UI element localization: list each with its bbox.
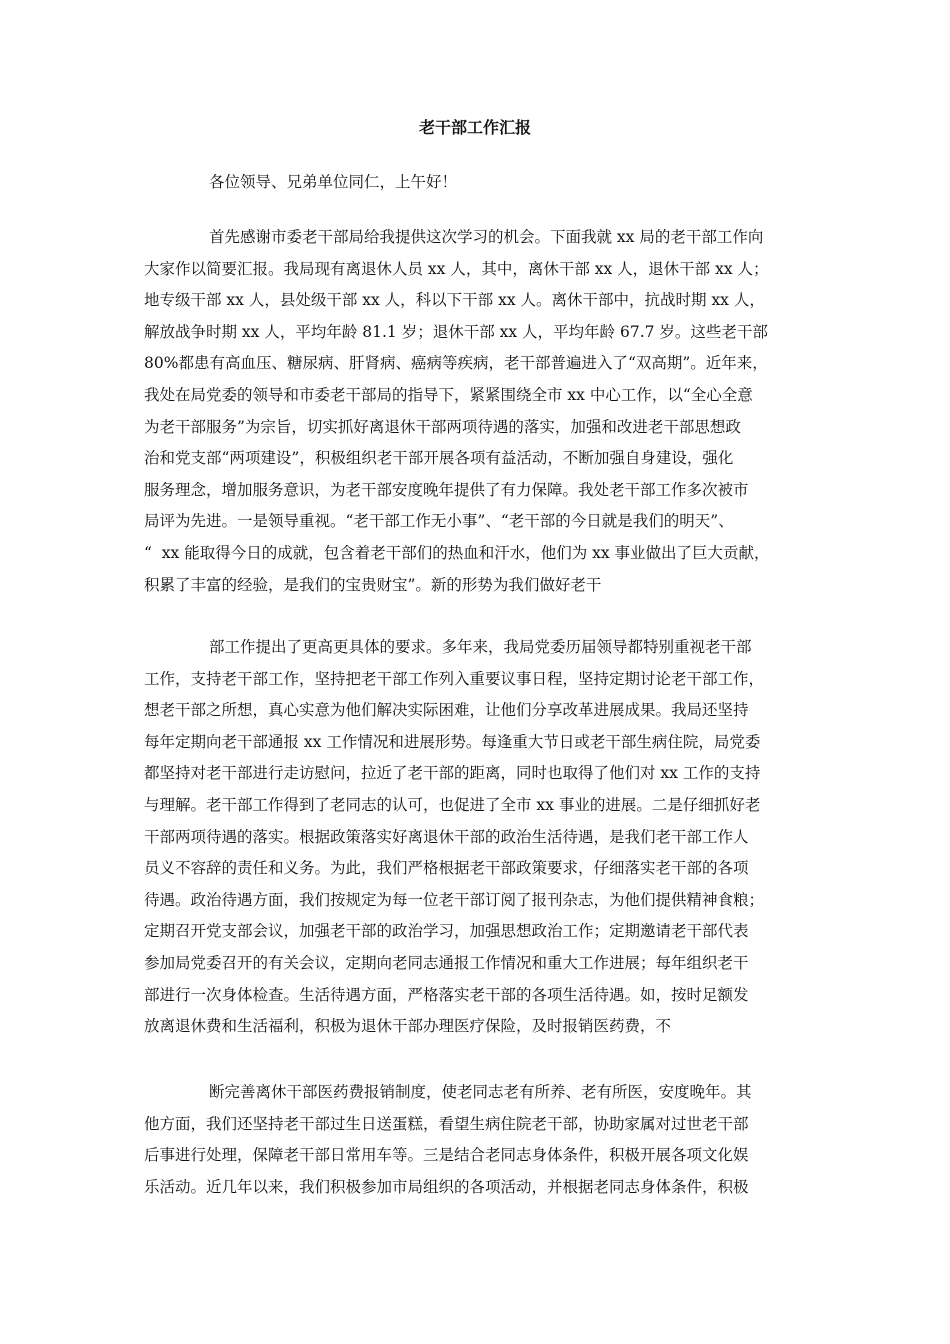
paragraph-1-line: 首先感谢市委老干部局给我提供这次学习的机会。下面我就 xx 局的老干部工作向 bbox=[209, 228, 764, 246]
greeting-line: 各位领导、兄弟单位同仁，上午好！ bbox=[209, 173, 458, 191]
paragraph-1-line: 服务理念，增加服务意识，为老干部安度晚年提供了有力保障。我处老干部工作多次被市 bbox=[144, 480, 749, 499]
paragraph-1-line: 解放战争时期 xx 人，平均年龄 81.1 岁；退休干部 xx 人，平均年龄 67.7 岁。这些老干部 bbox=[144, 322, 768, 341]
paragraph-1-line: 积累了丰富的经验，是我们的宝贵财宝”。新的形势为我们做好老干 bbox=[144, 575, 602, 594]
paragraph-3-line: 断完善离休干部医药费报销制度，使老同志老有所养、老有所医，安度晚年。其 bbox=[209, 1083, 752, 1101]
paragraph-1-line: 地专级干部 xx 人，县处级干部 xx 人，科以下干部 xx 人。离休干部中，抗战时期 xx 人， bbox=[144, 291, 765, 310]
paragraph-1-line: 局评为先进。一是领导重视。“老干部工作无小事”、“老干部的今日就是我们的明天”、 bbox=[144, 512, 734, 531]
paragraph-2-line: 工作，支持老干部工作，坚持把老干部工作列入重要议事日程，坚持定期讨论老干部工作， bbox=[144, 669, 765, 688]
paragraph-1-line: 为老干部服务”为宗旨，切实抓好离退休干部两项待遇的落实，加强和改进老干部思想政 bbox=[144, 417, 741, 436]
paragraph-1-line: 我处在局党委的领导和市委老干部局的指导下，紧紧围绕全市 xx 中心工作，以“全心全意 bbox=[144, 386, 753, 404]
paragraph-3-line: 他方面，我们还坚持老干部过生日送蛋糕，看望生病住院老干部，协助家属对过世老干部 bbox=[144, 1114, 749, 1133]
paragraph-2-line: 员义不容辞的责任和义务。为此，我们严格根据老干部政策要求，仔细落实老干部的各项 bbox=[144, 859, 749, 878]
paragraph-2-line: 每年定期向老干部通报 xx 工作情况和进展形势。每逢重大节日或老干部生病住院，局党委 bbox=[144, 732, 761, 751]
paragraph-2-line: 参加局党委召开的有关会议，定期向老同志通报工作情况和重大工作进展；每年组织老干 bbox=[144, 954, 749, 972]
paragraph-2-line: 放离退休费和生活福利，积极为退休干部办理医疗保险，及时报销医药费，不 bbox=[144, 1017, 672, 1036]
paragraph-1-line: 大家作以简要汇报。我局现有离退休人员 xx 人，其中，离休干部 xx 人，退休干部 xx 人； bbox=[144, 259, 769, 278]
paragraph-1-line: “ xx 能取得今日的成就，包含着老干部们的热血和汗水，他们为 xx 事业做出了巨大贡献， bbox=[144, 544, 770, 562]
paragraph-3-line: 后事进行处理，保障老干部日常用车等。三是结合老同志身体条件，积极开展各项文化娱 bbox=[144, 1146, 749, 1165]
paragraph-2-line: 都坚持对老干部进行走访慰问，拉近了老干部的距离，同时也取得了他们对 xx 工作的支持 bbox=[144, 764, 761, 783]
paragraph-2-line: 部进行一次身体检查。生活待遇方面，严格落实老干部的各项生活待遇。如，按时足额发 bbox=[144, 985, 749, 1004]
paragraph-1-line: 治和党支部“两项建设”，积极组织老干部开展各项有益活动，不断加强自身建设，强化 bbox=[144, 449, 734, 468]
paragraph-2-line: 与理解。老干部工作得到了老同志的认可，也促进了全市 xx 事业的进展。二是仔细抓好老 bbox=[144, 796, 761, 814]
paragraph-2-line: 部工作提出了更高更具体的要求。多年来，我局党委历届领导都特别重视老干部 bbox=[209, 638, 752, 656]
paragraph-2-line: 想老干部之所想，真心实意为他们解决实际困难，让他们分享改革进展成果。我局还坚持 bbox=[144, 701, 749, 720]
paragraph-2-line: 定期召开党支部会议，加强老干部的政治学习，加强思想政治工作；定期邀请老干部代表 bbox=[144, 922, 749, 941]
paragraph-3-line: 乐活动。近几年以来，我们积极参加市局组织的各项活动，并根据老同志身体条件，积极 bbox=[144, 1177, 749, 1196]
paragraph-2-line: 干部两项待遇的落实。根据政策落实好离退休干部的政治生活待遇，是我们老干部工作人 bbox=[144, 827, 749, 846]
paragraph-1-line: 80%都患有高血压、糖尿病、肝肾病、癌病等疾病，老干部普遍进入了“双高期”。近年来， bbox=[144, 354, 768, 373]
document-title: 老干部工作汇报 bbox=[418, 118, 531, 137]
paragraph-2-line: 待遇。政治待遇方面，我们按规定为每一位老干部订阅了报刊杂志，为他们提供精神食粮； bbox=[144, 890, 765, 909]
